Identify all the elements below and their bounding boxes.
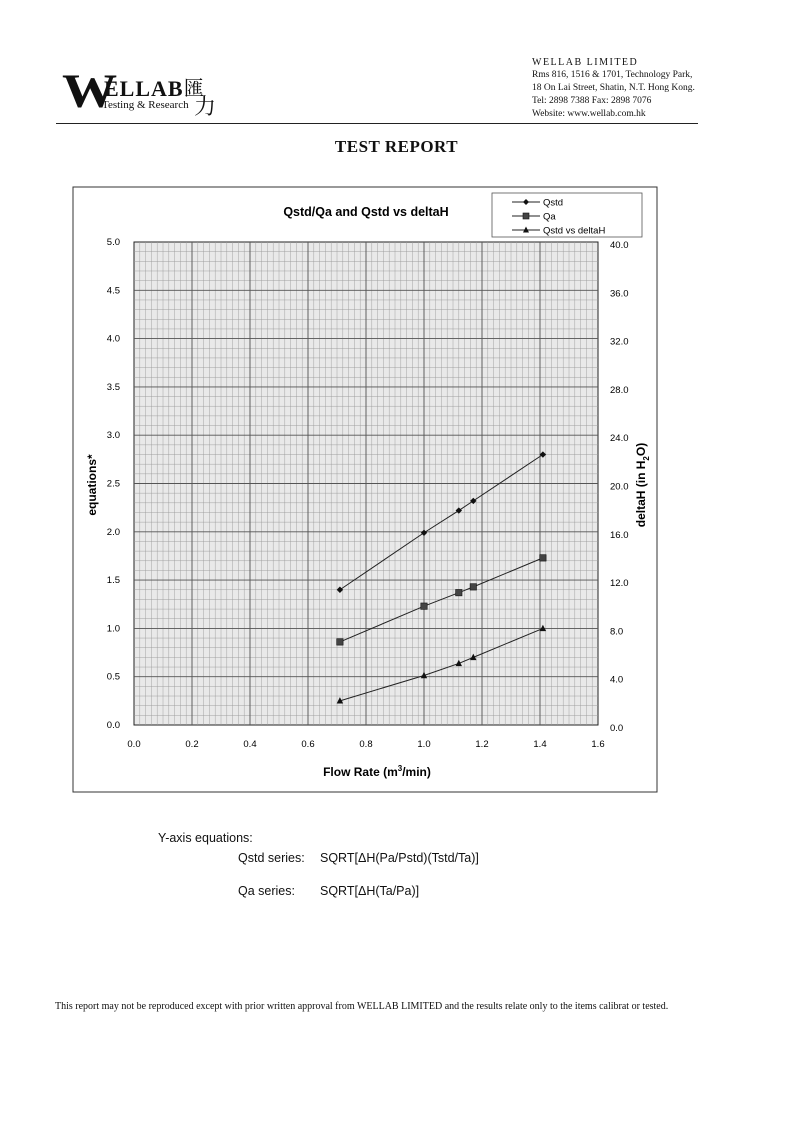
y-right-tick-label: 12.0: [610, 578, 629, 590]
y-left-tick-label: 2.0: [106, 526, 120, 538]
y-right-tick-label: 28.0: [610, 384, 629, 396]
y-left-tick-labels: [107, 237, 120, 731]
data-point-qa: [470, 584, 476, 590]
y-right-tick-label: 36.0: [610, 288, 629, 300]
y-left-tick-label: 4.0: [106, 333, 120, 345]
y-right-axis-label-end: O): [634, 442, 648, 457]
y-right-tick-labels: [610, 240, 629, 734]
data-point-qa: [421, 603, 427, 609]
legend-label-qstd-vs-deltah: Qstd vs deltaH: [543, 225, 606, 237]
y-left-tick-label: 0.0: [106, 720, 120, 731]
equations-heading: Y-axis equations:: [158, 831, 253, 845]
y-left-tick-label: 0.5: [106, 671, 120, 683]
company-address-1: Rms 816, 1516 & 1701, Technology Park,: [532, 70, 693, 80]
chart-legend: [492, 193, 642, 237]
footer-disclaimer: This report may not be reproduced except with prior written approval from WELLAB LIMITED and the results relate only to the items calibrat or tested.: [55, 1001, 669, 1012]
x-tick-label: 0.6: [301, 739, 315, 750]
company-phone-fax: Tel: 2898 7388 Fax: 2898 7076: [532, 96, 652, 106]
y-right-tick-label: 32.0: [610, 336, 629, 348]
legend-marker-qa: [523, 213, 529, 219]
y-right-axis-label-main: deltaH (in H: [634, 460, 648, 528]
y-right-tick-label: 24.0: [610, 433, 629, 445]
data-point-qa: [337, 639, 343, 645]
y-right-tick-label: 8.0: [610, 626, 624, 638]
qa-equation-label: Qa series:: [238, 884, 295, 898]
y-left-tick-label: 5.0: [106, 237, 120, 248]
y-right-tick-label: 20.0: [610, 481, 629, 493]
x-tick-label: 1.6: [591, 739, 605, 750]
x-axis-label-sup: 3: [397, 764, 403, 773]
logo-subtitle: Testing & Research: [102, 99, 189, 111]
y-left-tick-label: 2.5: [106, 478, 120, 490]
data-point-qa: [456, 589, 462, 595]
x-axis-label: [323, 764, 431, 779]
x-axis-label-end: /min): [402, 765, 431, 779]
x-tick-label: 0.0: [127, 739, 141, 750]
qstd-equation-formula: SQRT[ΔH(Pa/Pstd)(Tstd/Ta)]: [320, 851, 479, 865]
report-title: TEST REPORT: [334, 137, 459, 156]
logo-letter-w: W: [62, 65, 118, 118]
logo-chinese-2: 力: [194, 95, 217, 120]
y-right-axis-label: [634, 443, 651, 527]
x-tick-labels: [127, 739, 604, 750]
x-tick-label: 0.2: [185, 739, 199, 750]
y-right-tick-label: 16.0: [610, 529, 629, 541]
x-axis-label-main: Flow Rate (m: [323, 765, 398, 779]
qstd-equation-label: Qstd series:: [238, 851, 305, 865]
qa-equation-formula: SQRT[ΔH(Ta/Pa)]: [320, 884, 420, 898]
y-left-tick-label: 1.0: [106, 623, 120, 635]
y-right-tick-label: 0.0: [610, 723, 624, 734]
y-left-tick-label: 4.5: [106, 285, 120, 297]
logo-ellab: ELLAB: [104, 76, 184, 101]
x-tick-label: 0.4: [243, 739, 257, 750]
chart-title: Qstd/Qa and Qstd vs deltaH: [283, 205, 449, 219]
company-website: Website: www.wellab.com.hk: [532, 109, 646, 119]
x-tick-label: 0.8: [359, 739, 373, 750]
data-point-qa: [540, 555, 546, 561]
legend-label-qa: Qa: [543, 211, 556, 223]
logo-chinese-1: 匯: [184, 76, 204, 100]
legend-label-qstd: Qstd: [543, 197, 564, 209]
y-left-axis-label: equations*: [85, 454, 99, 516]
y-right-axis-label-sub: 2: [642, 456, 651, 461]
y-left-tick-label: 3.0: [106, 430, 120, 442]
company-address-2: 18 On Lai Street, Shatin, N.T. Hong Kong.: [532, 83, 695, 93]
y-left-tick-label: 3.5: [106, 381, 120, 393]
y-right-tick-label: 4.0: [610, 674, 624, 686]
x-tick-label: 1.4: [533, 739, 547, 750]
x-tick-label: 1.0: [417, 739, 431, 750]
x-tick-label: 1.2: [475, 739, 489, 750]
y-right-tick-label: 40.0: [610, 240, 629, 251]
company-name: WELLAB LIMITED: [532, 57, 639, 68]
y-left-tick-label: 1.5: [106, 575, 120, 587]
